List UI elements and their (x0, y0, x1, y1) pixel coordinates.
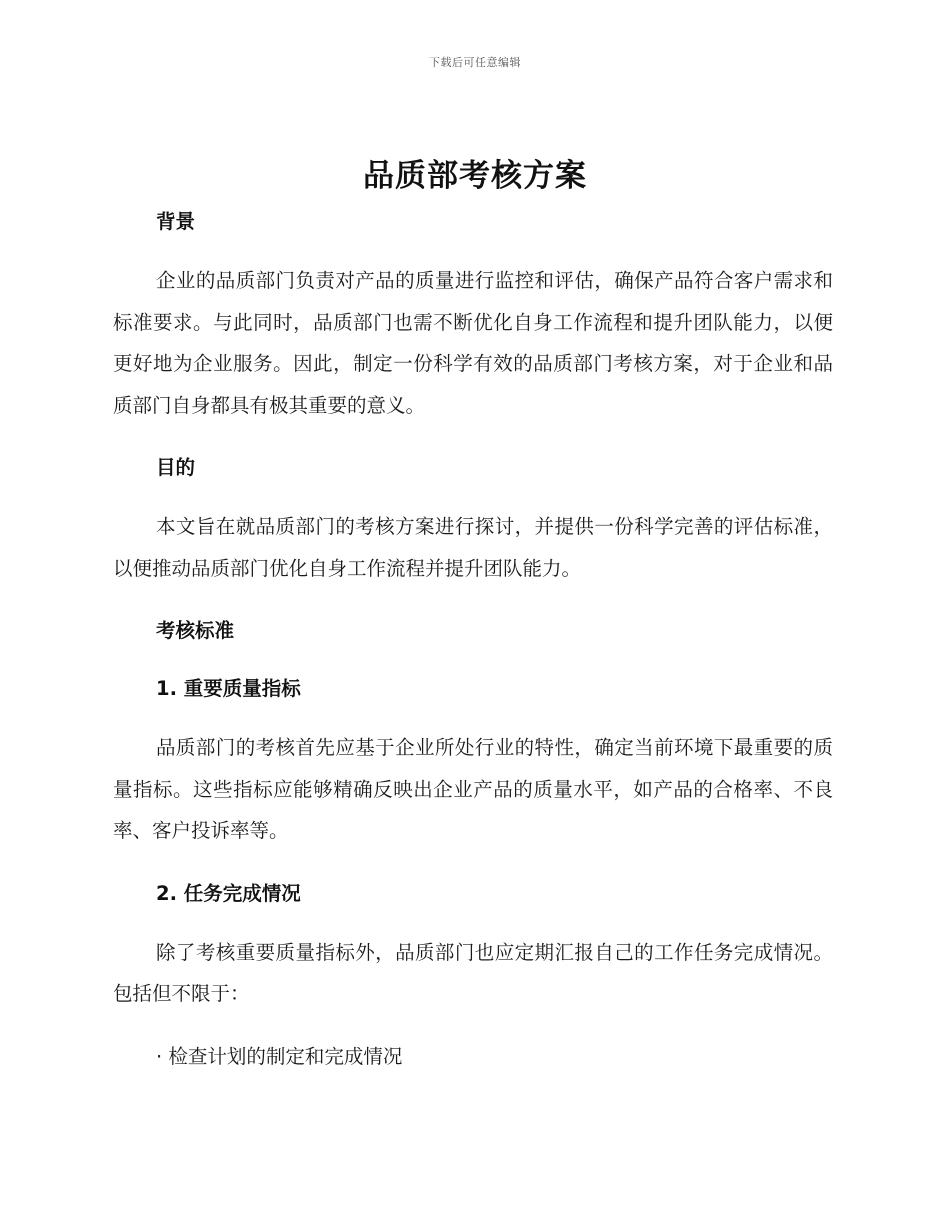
subsection-heading-task-completion: 2. 任务完成情况 (156, 881, 301, 905)
paragraph-task-completion: 除了考核重要质量指标外，品质部门也应定期汇报自己的工作任务完成情况。包括但不限于： (113, 940, 833, 1005)
section-heading-purpose: 目的 (156, 456, 196, 479)
paragraph-quality-indicators: 品质部门的考核首先应基于企业所处行业的特性，确定当前环境下最重要的质量指标。这些指标应能够精确反映出企业产品的质量水平，如产品的合格率、不良率、客户投诉率等。 (113, 736, 833, 842)
paragraph-background: 企业的品质部门负责对产品的质量进行监控和评估，确保产品符合客户需求和标准要求。与此同时，品质部门也需不断优化自身工作流程和提升团队能力，以便更好地为企业服务。因此，制定一份科学有效的品质部门考核方案，对于企业和品质部门自身都具有极其重要的意义。 (113, 269, 833, 417)
section-heading-background: 背景 (156, 210, 196, 233)
header-note: 下载后可任意编辑 (429, 56, 521, 69)
section-heading-criteria: 考核标准 (156, 619, 235, 642)
subsection-heading-quality-indicators: 1. 重要质量指标 (156, 677, 301, 700)
document-title: 品质部考核方案 (363, 158, 587, 194)
paragraph-purpose: 本文旨在就品质部门的考核方案进行探讨，并提供一份科学完善的评估标准，以便推动品质部门优化自身工作流程并提升团队能力。 (113, 515, 833, 580)
document-body (113, 206, 833, 1073)
bullet-item: · 检查计划的制定和完成情况 (156, 1044, 403, 1068)
